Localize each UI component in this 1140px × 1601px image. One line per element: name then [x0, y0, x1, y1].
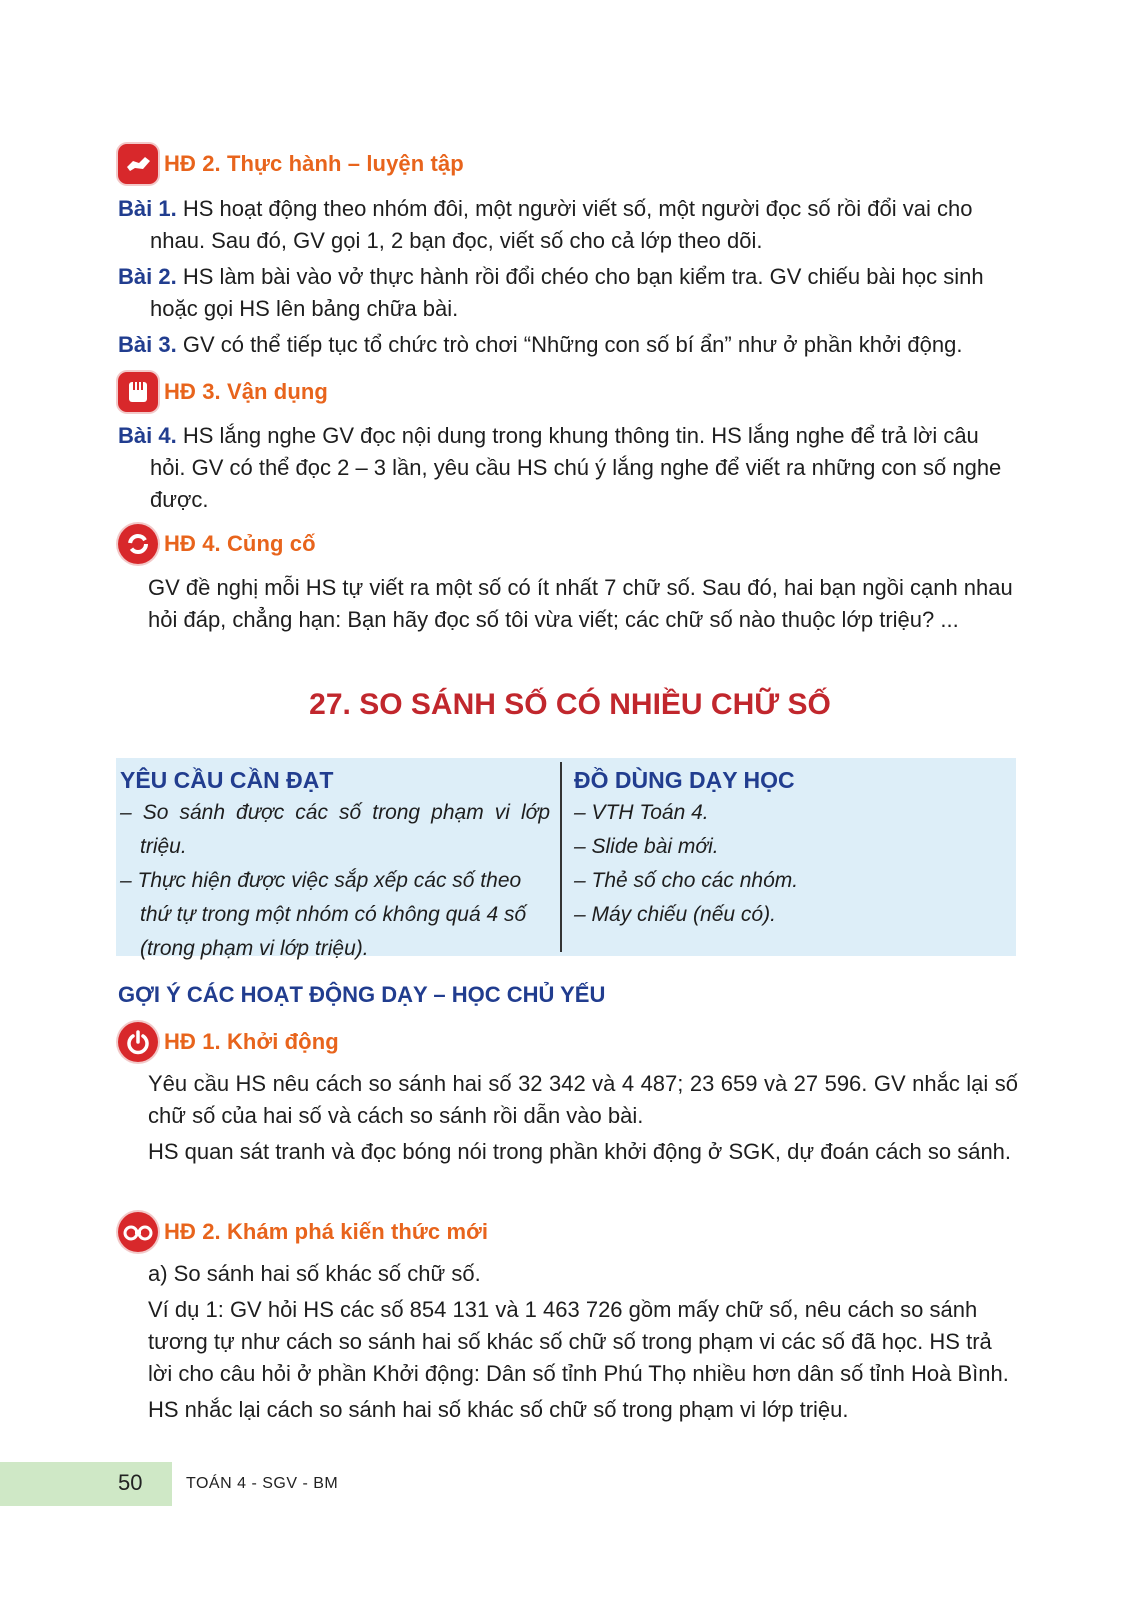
- requirements-heading: YÊU CẦU CẦN ĐẠT: [120, 767, 334, 793]
- requirement-item: – So sánh được các số trong phạm vi lớp triệu.: [120, 801, 550, 858]
- hd4-consolidate-title: HĐ 4. Củng cố: [164, 531, 316, 556]
- fist-icon: [118, 372, 158, 412]
- hd2-explore-paragraph: HS nhắc lại cách so sánh hai số khác số chữ số trong phạm vi lớp triệu.: [148, 1397, 849, 1422]
- bai-4: Bài 4. HS lắng nghe GV đọc nội dung trong khung thông tin. HS lắng nghe để trả lời câu hỏi. GV có thể đọc 2 – 3 lần, yêu cầu HS chú ý lắng nghe để viết ra những con số nghe được.: [118, 423, 1002, 512]
- bai-2: Bài 2. HS làm bài vào vở thực hành rồi đổi chéo cho bạn kiểm tra. GV chiếu bài học sinh hoặc gọi HS lên bảng chữa bài.: [118, 264, 984, 321]
- material-item: – Máy chiếu (nếu có).: [574, 903, 776, 926]
- binoculars-icon: [118, 1212, 158, 1252]
- hd2-explore-paragraph: Ví dụ 1: GV hỏi HS các số 854 131 và 1 463 726 gồm mấy chữ số, nêu cách so sánh tương tự như cách so sánh hai số khác số chữ số trong phạm vi các số đã học. HS trả lời cho câu hỏi ở phần Khởi động: Dân số tỉnh Phú Thọ nhiều hơn dân số tỉnh Hoà Bình.: [148, 1297, 1009, 1386]
- hd3-apply-heading: [118, 372, 328, 412]
- suggest-heading: GỢI Ý CÁC HOẠT ĐỘNG DẠY – HỌC CHỦ YẾU: [118, 982, 606, 1007]
- footer-band: [0, 1462, 172, 1506]
- column-divider: [560, 762, 562, 952]
- hd3-apply-title: HĐ 3. Vận dụng: [164, 379, 328, 404]
- hd1-start-title: HĐ 1. Khởi động: [164, 1029, 339, 1054]
- hd4-consolidate-heading: [118, 524, 316, 564]
- hd2-explore-heading: [118, 1212, 488, 1252]
- hd2-practice-list: [118, 193, 1018, 361]
- materials-heading: ĐỒ DÙNG DẠY HỌC: [574, 767, 795, 793]
- hd4-consolidate-text: GV đề nghị mỗi HS tự viết ra một số có ít nhất 7 chữ số. Sau đó, hai bạn ngồi cạnh nhau hỏi đáp, chẳng hạn: Bạn hãy đọc số tôi vừa viết; các chữ số nào thuộc lớp triệu? ...: [148, 575, 1013, 632]
- material-item: – VTH Toán 4.: [574, 801, 709, 824]
- requirements-box: [116, 758, 1016, 960]
- refresh-icon: [118, 524, 158, 564]
- page-number: 50: [118, 1470, 143, 1495]
- practice-hands-icon: [118, 144, 158, 184]
- hd2-practice-heading: [118, 144, 464, 184]
- requirements-left: [116, 758, 560, 960]
- hd2-explore-body: [148, 1258, 1018, 1426]
- hd1-start-heading: [118, 1022, 339, 1062]
- hd2-explore-paragraph: a) So sánh hai số khác số chữ số.: [148, 1261, 481, 1286]
- materials-right: [574, 758, 1014, 956]
- power-icon: [118, 1022, 158, 1062]
- hd1-paragraph: Yêu cầu HS nêu cách so sánh hai số 32 342 và 4 487; 23 659 và 27 596. GV nhắc lại số chữ số của hai số và cách so sánh rồi dẫn vào bài.: [148, 1071, 1018, 1128]
- bai-1: Bài 1. HS hoạt động theo nhóm đôi, một người viết số, một người đọc số rồi đổi vai cho nhau. Sau đó, GV gọi 1, 2 bạn đọc, viết số cho cả lớp theo dõi.: [118, 196, 973, 253]
- material-item: – Thẻ số cho các nhóm.: [574, 869, 799, 892]
- bai-3: Bài 3. GV có thể tiếp tục tổ chức trò chơi “Những con số bí ẩn” như ở phần khởi động.: [118, 332, 963, 357]
- footer-book-title: TOÁN 4 - SGV - BM: [186, 1475, 339, 1492]
- hd2-explore-title: HĐ 2. Khám phá kiến thức mới: [164, 1219, 489, 1244]
- hd1-start-body: [148, 1068, 1018, 1168]
- hd2-practice-title: HĐ 2. Thực hành – luyện tập: [164, 151, 464, 176]
- material-item: – Slide bài mới.: [574, 835, 719, 858]
- hd3-apply-list: [118, 420, 1018, 516]
- section-title: 27. SO SÁNH SỐ CÓ NHIỀU CHỮ SỐ: [309, 688, 831, 721]
- requirement-item: – Thực hiện được việc sắp xếp các số theo thứ tự trong một nhóm có không quá 4 số (trong phạm vi lớp triệu).: [120, 869, 527, 960]
- hd1-paragraph: HS quan sát tranh và đọc bóng nói trong phần khởi động ở SGK, dự đoán cách so sánh.: [148, 1139, 1012, 1164]
